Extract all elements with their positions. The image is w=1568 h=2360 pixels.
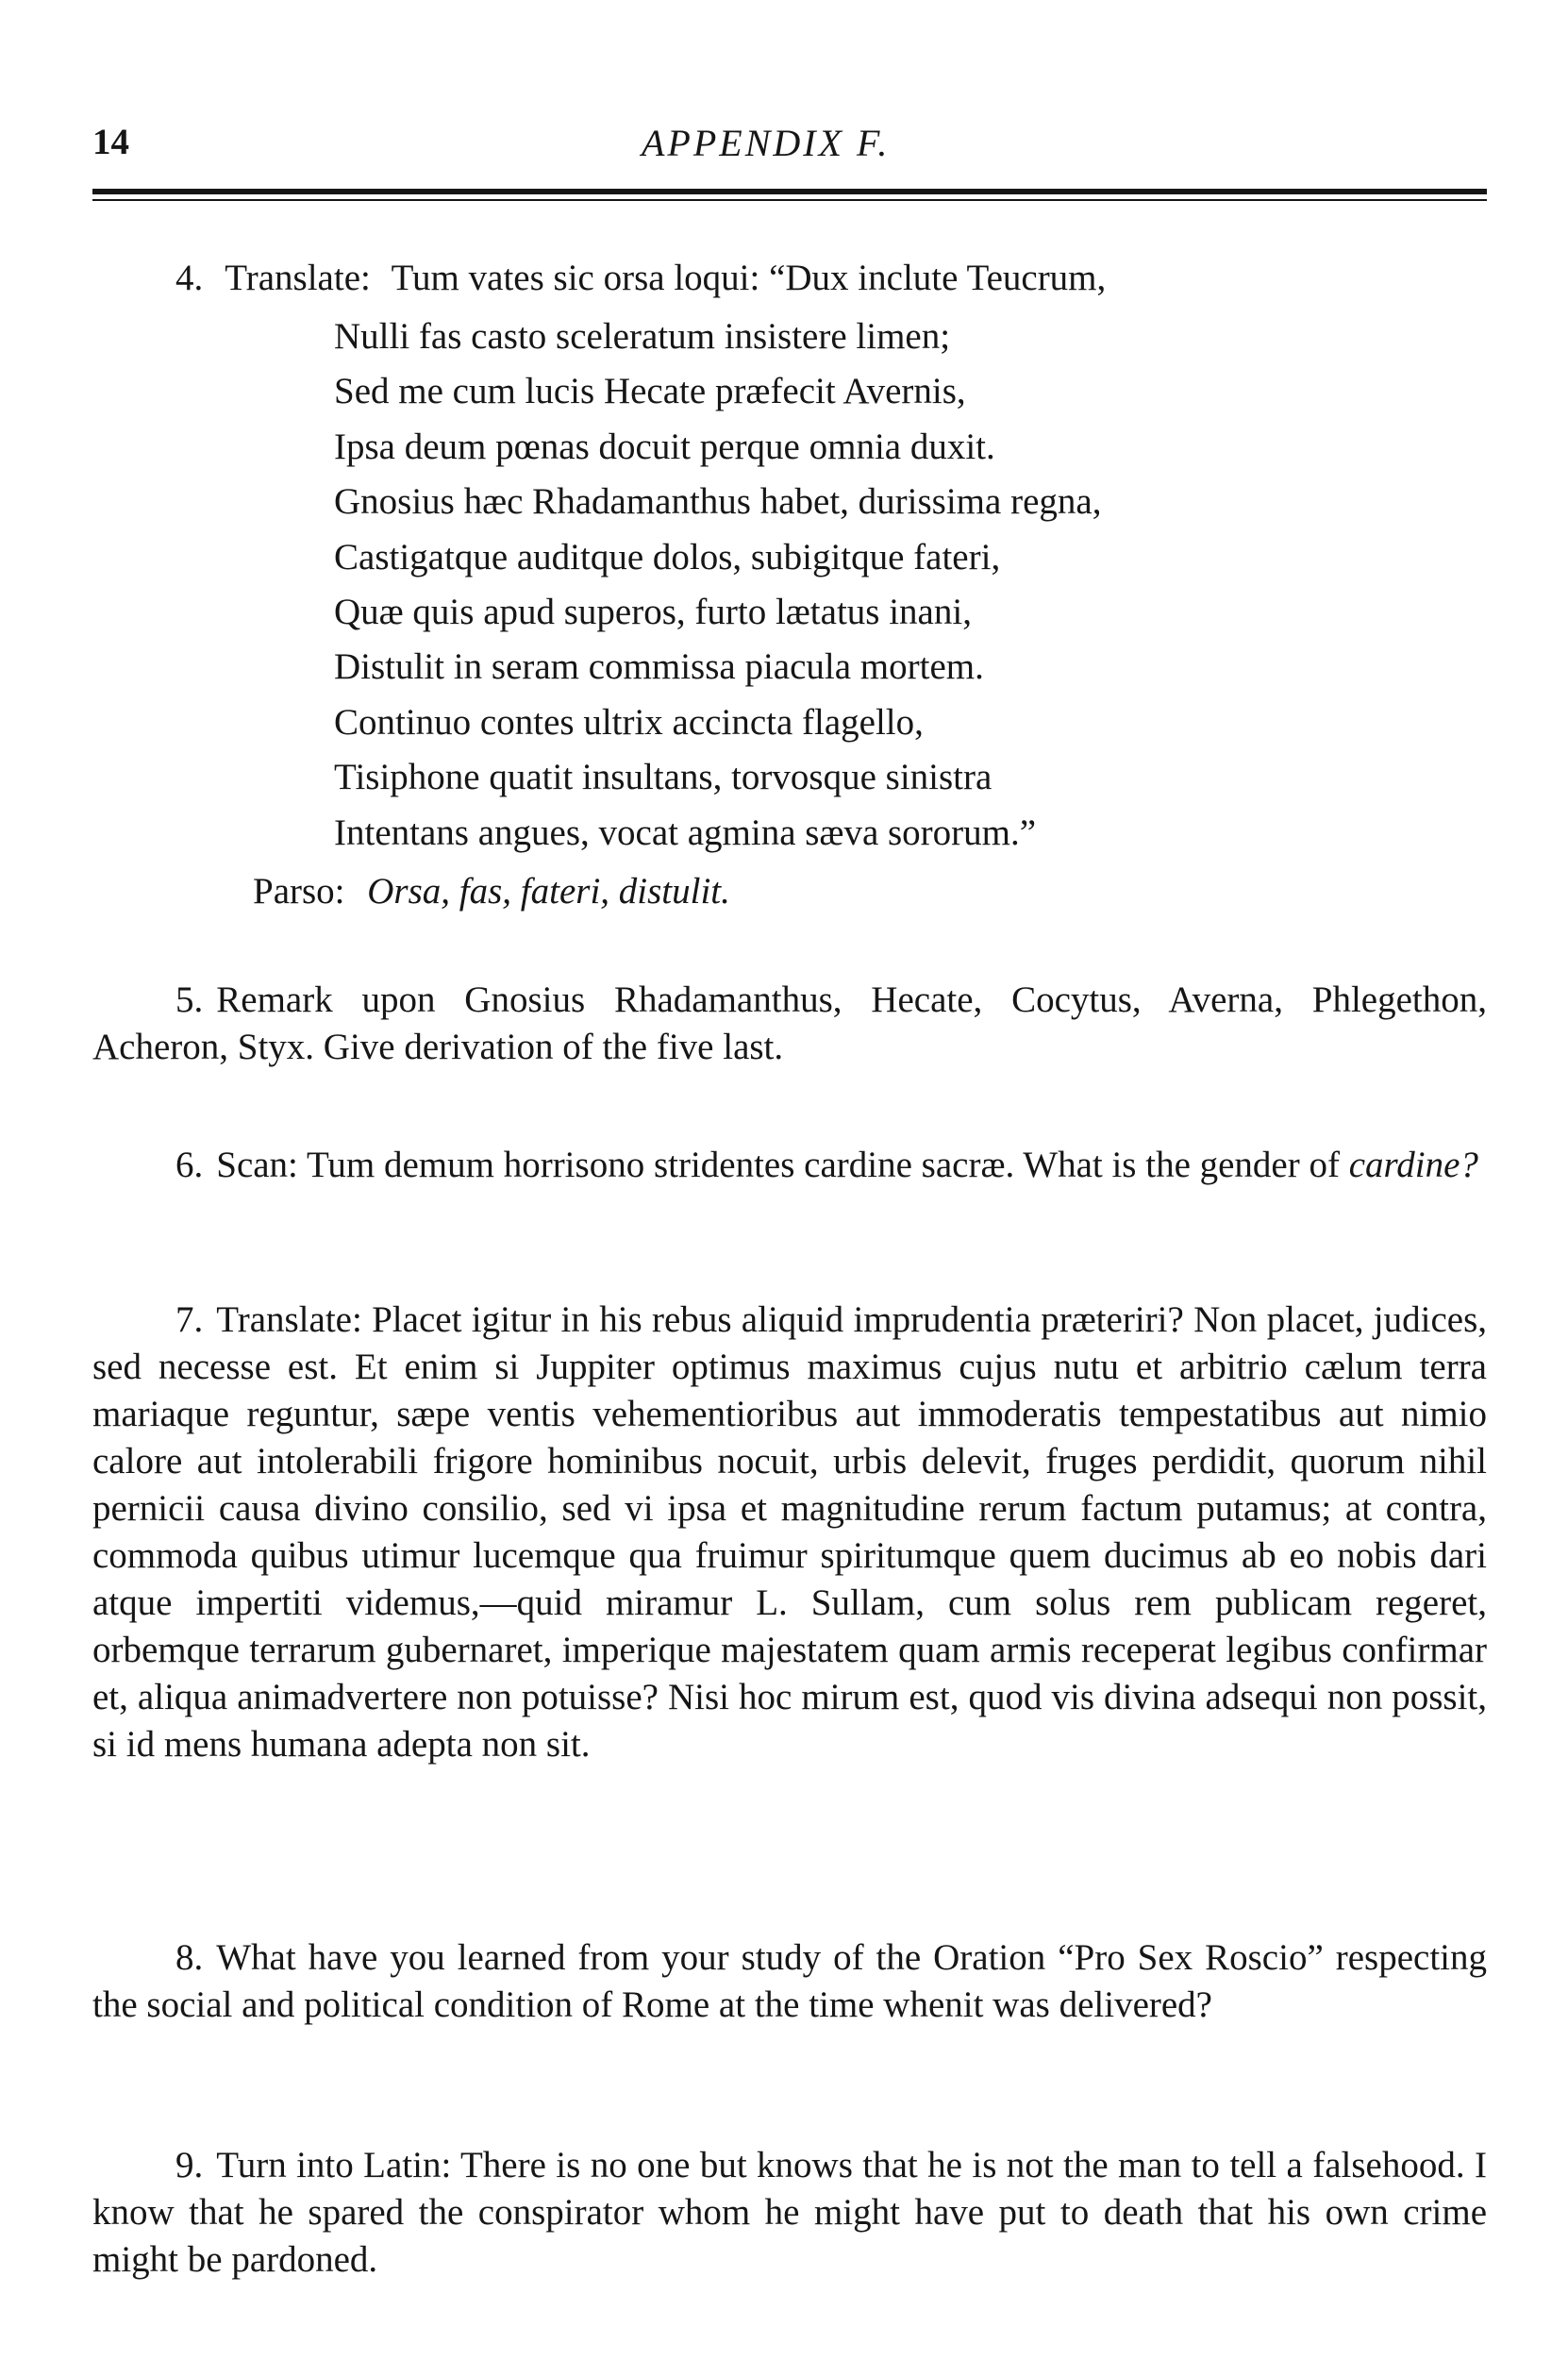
question-label: Translate: [225,258,371,298]
question-number: 6. [175,1145,204,1185]
question-text: Scan: Tum demum horrisono stridentes cardine sacræ. What is the gender of [216,1145,1340,1185]
question-text: What have you learned from your study of the Oration “Pro Sex Roscio” respecting the social and political condition of Rome at the time whenit was delivered? [92,1937,1487,2025]
verse-line: Quæ quis apud superos, furto lætatus inani, [334,592,972,633]
verse-line: Continuo contes ultrix accincta flagello, [334,701,924,743]
verse-line: Castigatque auditque dolos, subigitque fateri, [334,536,1001,577]
question-number: 7. [175,1299,204,1340]
question-text: Remark upon Gnosius Rhadamanthus, Hecate, Cocytus, Averna, Phlegethon, Acheron, Styx. Give derivation of the five last. [92,979,1487,1067]
question-number: 4. [175,258,204,298]
question-8 [92,1934,1487,2029]
question-number: 8. [175,1937,204,1978]
question-text: Translate: Placet igitur in his rebus aliquid imprudentia præteriri? Non placet, judices, sed necesse est. Et enim si Juppiter optimus maximus cujus nutu et arbitrio cælum terra mariaque reguntur, sæpe ventis vehementioribus aut immoderatis tempestatibus aut nimio calore aut intolerabili frigore hominibus nocuit, urbis delevit, fruges perdidit, quorum nihil pernicii causa divino consilio, sed vi ipsa et magnitudine rerum factum putamus; at contra, commoda quibus utimur lucemque qua fruimur spiritumque quem ducimus ab eo nobis dari atque impertiti videmus,—quid miramur L. Sullam, cum solus rem publicam regeret, orbemque terrarum gubernaret, imperique majestatem quam armis receperat legibus confirmar et, aliqua animadvertere non potuisse? Nisi hoc mirum est, quod vis divina adsequi non possit, si id mens humana adepta non sit. [92,1299,1487,1765]
verse-block [334,310,1101,861]
question-4-heading [175,255,1106,302]
question-9 [92,2142,1487,2284]
question-6 [92,1142,1487,1189]
verse-line: Distulit in seram commissa piacula mortem. [334,646,984,688]
verse-line: Sed me cum lucis Hecate præfecit Avernis, [334,371,966,412]
parse-words: Orsa, fas, fateri, distulit. [367,871,730,912]
question-number: 5. [175,979,204,1020]
verse-line: Gnosius hæc Rhadamanthus habet, durissima regna, [334,481,1102,523]
verse-line: Nulli fas casto sceleratum insistere limen; [334,316,951,357]
verse-line: Tisiphone quatit insultans, torvosque sinistra [334,757,993,798]
running-head: APPENDIX F. [642,122,891,164]
parse-instruction [253,868,730,915]
page-number: 14 [92,122,129,162]
parse-label: Parso: [253,871,345,912]
question-7 [92,1297,1487,1768]
question-number: 9. [175,2145,204,2185]
question-text: Turn into Latin: There is no one but knows that he is not the man to tell a falsehood. I know that he spared the conspirator whom he might have put to death that his own crime might be pardoned. [92,2145,1487,2280]
header-rule-thick [92,189,1487,194]
verse-line: Ipsa deum pœnas docuit perque omnia duxit. [334,426,995,467]
verse-line-first: Tum vates sic orsa loqui: “Dux inclute Teucrum, [391,258,1107,298]
header-rule-thin [92,199,1487,201]
verse-line: Intentans angues, vocat agmina sæva sororum.” [334,812,1037,853]
question-italic: cardine? [1348,1145,1478,1185]
question-5 [92,977,1487,1071]
